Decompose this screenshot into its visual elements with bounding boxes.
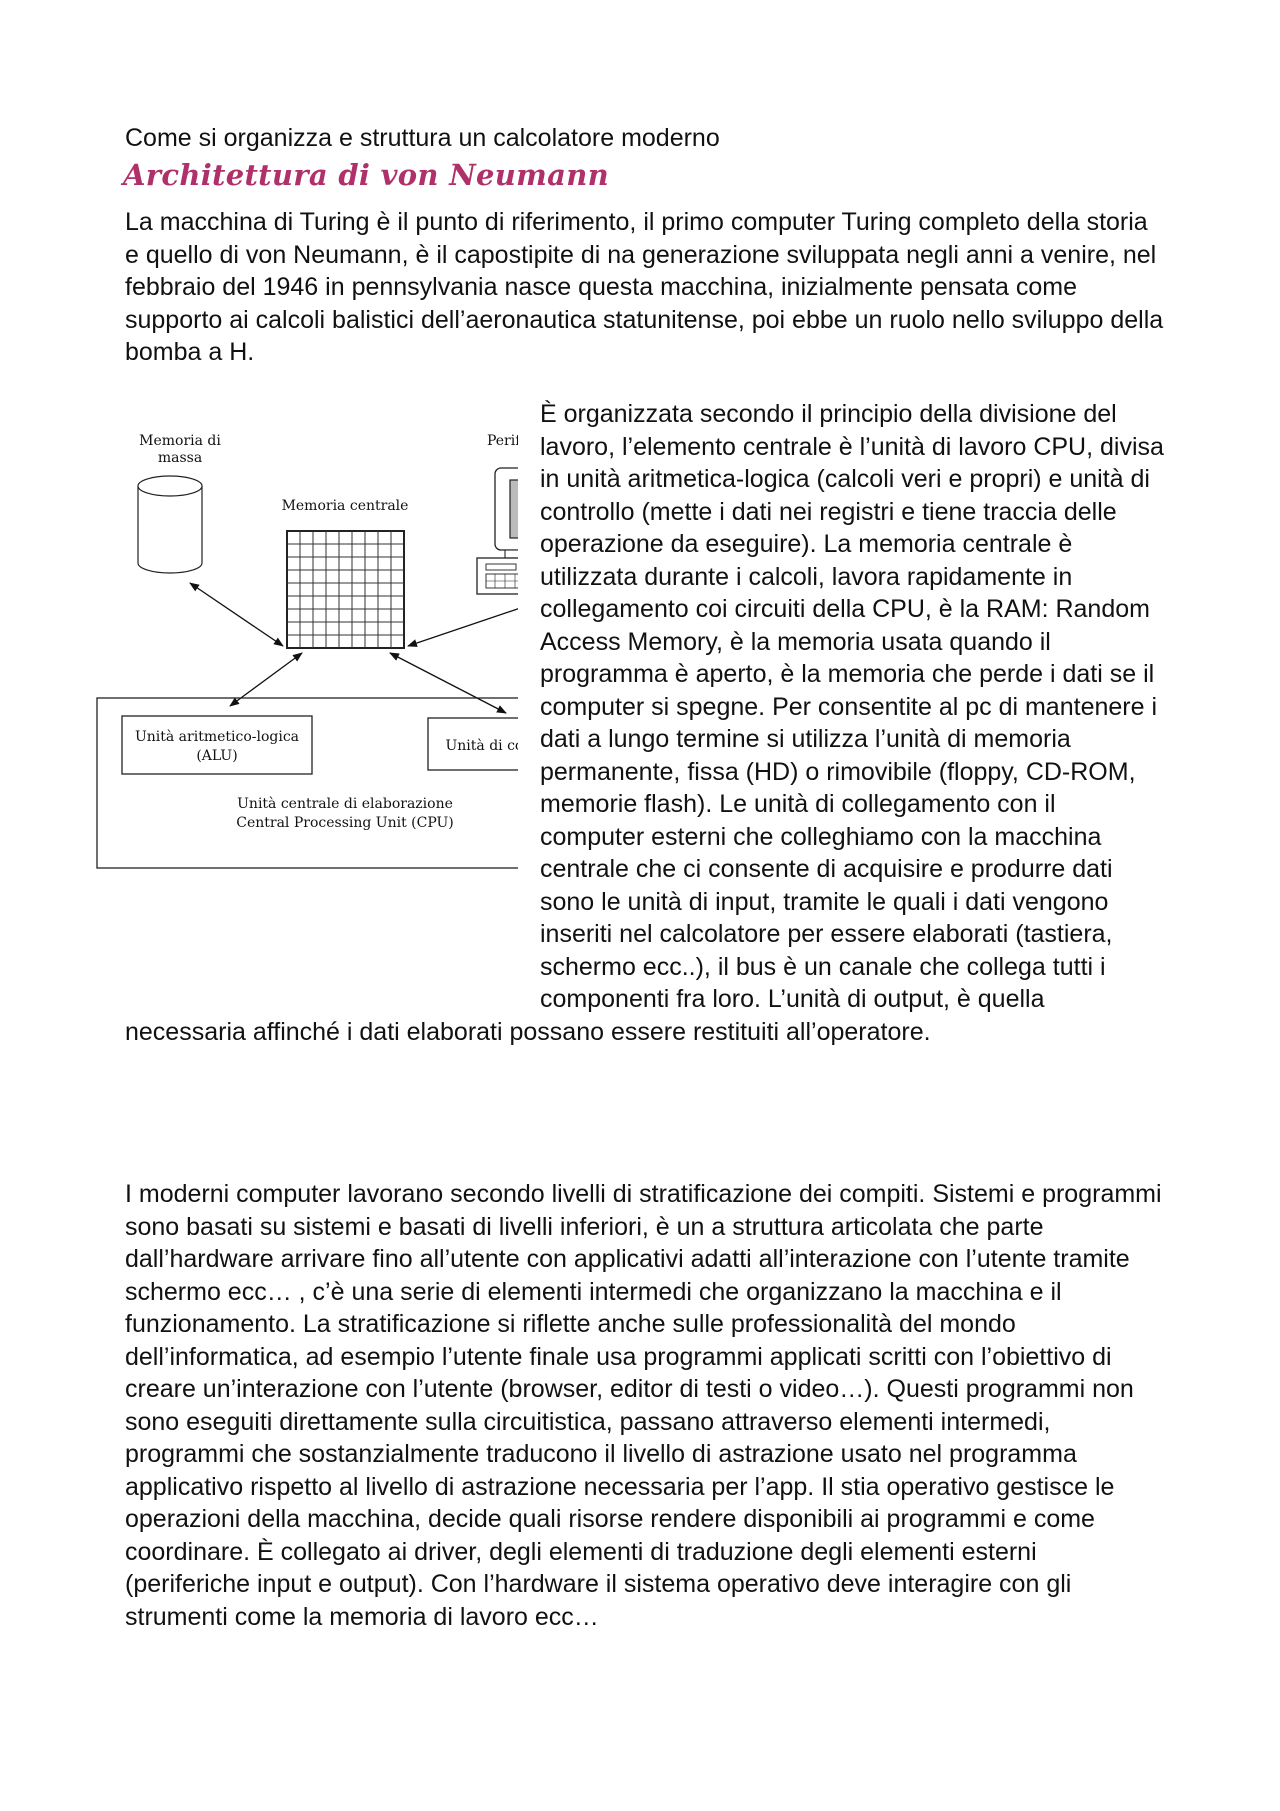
central-memory-label: Memoria centrale xyxy=(281,498,409,514)
paragraph-layers: I moderni computer lavorano secondo livelli di stratificazione dei compiti. Sistemi e programmi sono basati su sistemi e basati di livelli inferiori, è un a struttura articolata che parte dall’hardware arrivare fino all’utente con applicativi adatti all’interazione con l’utente tramite schermo ecc… , c’è una serie di elementi intermedi che organizzano la macchina e il funzionamento. La stratificazione si riflette anche sulle professionalità del mondo dell’informatica, ad esempio l’utente finale usa programmi applicati scritti con l’obiettivo di creare un’interazione con l’utente (browser, editor di testi o video…). Questi programmi non sono eseguiti direttamente sulla circuitistica, passano attraverso elementi intermedi, programmi che sostanzialmente traducono il livello di astrazione usato nel programma applicativo rispetto al livello di astrazione necessaria per l’app. Il stia operativo gestisce le operazioni della macchina, decide quali risorse rendere disponibili ai programmi e come coordinare. È collegato ai driver, degli elementi di traduzione degli elementi esterni (periferiche input e output). Con l’hardware il sistema operativo deve interagire con gli strumenti come la memoria di lavoro ecc… xyxy=(125,1180,1162,1631)
mass-memory-label-line1: Memoria di xyxy=(139,433,221,449)
paragraph-architecture: È organizzata secondo il principio della divisione del lavoro, l’elemento centrale è l’unità di lavoro CPU, divisa in unità aritmetica-logica (calcoli veri e propri) e unità di controllo (mette i dati nei registri e tiene traccia delle operazione da eseguire). La memoria centrale è utilizzata durante i calcoli, lavora rapidamente in collegamento coi circuiti della CPU, è la RAM: Random Access Memory, è la memoria usata quando il programma è aperto, è la memoria che perde i dati se il computer si spegne. Per consentite al pc di mantenere i dati a lungo termine si utilizza l’unità di memoria permanente, fissa (HD) o rimovibile (floppy, CD-ROM, memorie flash). Le unità di collegamento con il computer esterni che colleghiamo con la macchina centrale che ci consente di acquisire e produrre dati sono le unità di input, tramite le quali i dati vengono inseriti nel calcolatore per essere elaborati (tastiera, schermo ecc..), il bus è un canale che collega tutti i componenti fra loro. L’unità di output, è quella necessaria affinché i dati elaborati possano essere restituiti all’operatore. xyxy=(125,400,1164,1046)
arrow-control-unit xyxy=(390,653,506,713)
computer-icon xyxy=(477,468,518,594)
paragraph-architecture-wrap xyxy=(125,398,1165,1048)
arrow-mass-memory xyxy=(190,583,283,646)
alu-label-line1: Unità aritmetico-logica xyxy=(134,729,300,745)
central-memory-grid-icon xyxy=(287,531,404,648)
von-neumann-diagram-svg xyxy=(0,398,518,990)
control-unit-label: Unità di c xyxy=(445,738,515,754)
alu-box xyxy=(122,716,312,774)
page-title: Architettura di von Neumann xyxy=(123,158,609,192)
arrow-io xyxy=(408,600,518,646)
page-subtitle: Come si organizza e struttura un calcolatore moderno xyxy=(125,124,720,152)
mass-memory-icon xyxy=(138,476,202,573)
alu-label-line2: (ALU) xyxy=(196,748,238,764)
paragraph-intro: La macchina di Turing è il punto di riferimento, il primo computer Turing completo della storia e quello di von Neumann, è il capostipite di na generazione sviluppata negli anni a venire, nel febbraio del 1946 in pennsylvania nasce questa macchina, inizialmente pensata come supporto ai calcoli balistici dell’aeronautica statunitense, poi ebbe un ruolo nello sviluppo della bomba a H. xyxy=(125,208,1164,366)
io-peripherals-label: Perif xyxy=(486,433,518,449)
mass-memory-label-line2: massa xyxy=(157,450,203,466)
von-neumann-diagram xyxy=(0,398,518,990)
cpu-label-line1: Unità centrale di elaborazione xyxy=(237,796,453,812)
cpu-label-line2: Central Processing Unit (CPU) xyxy=(236,815,454,831)
